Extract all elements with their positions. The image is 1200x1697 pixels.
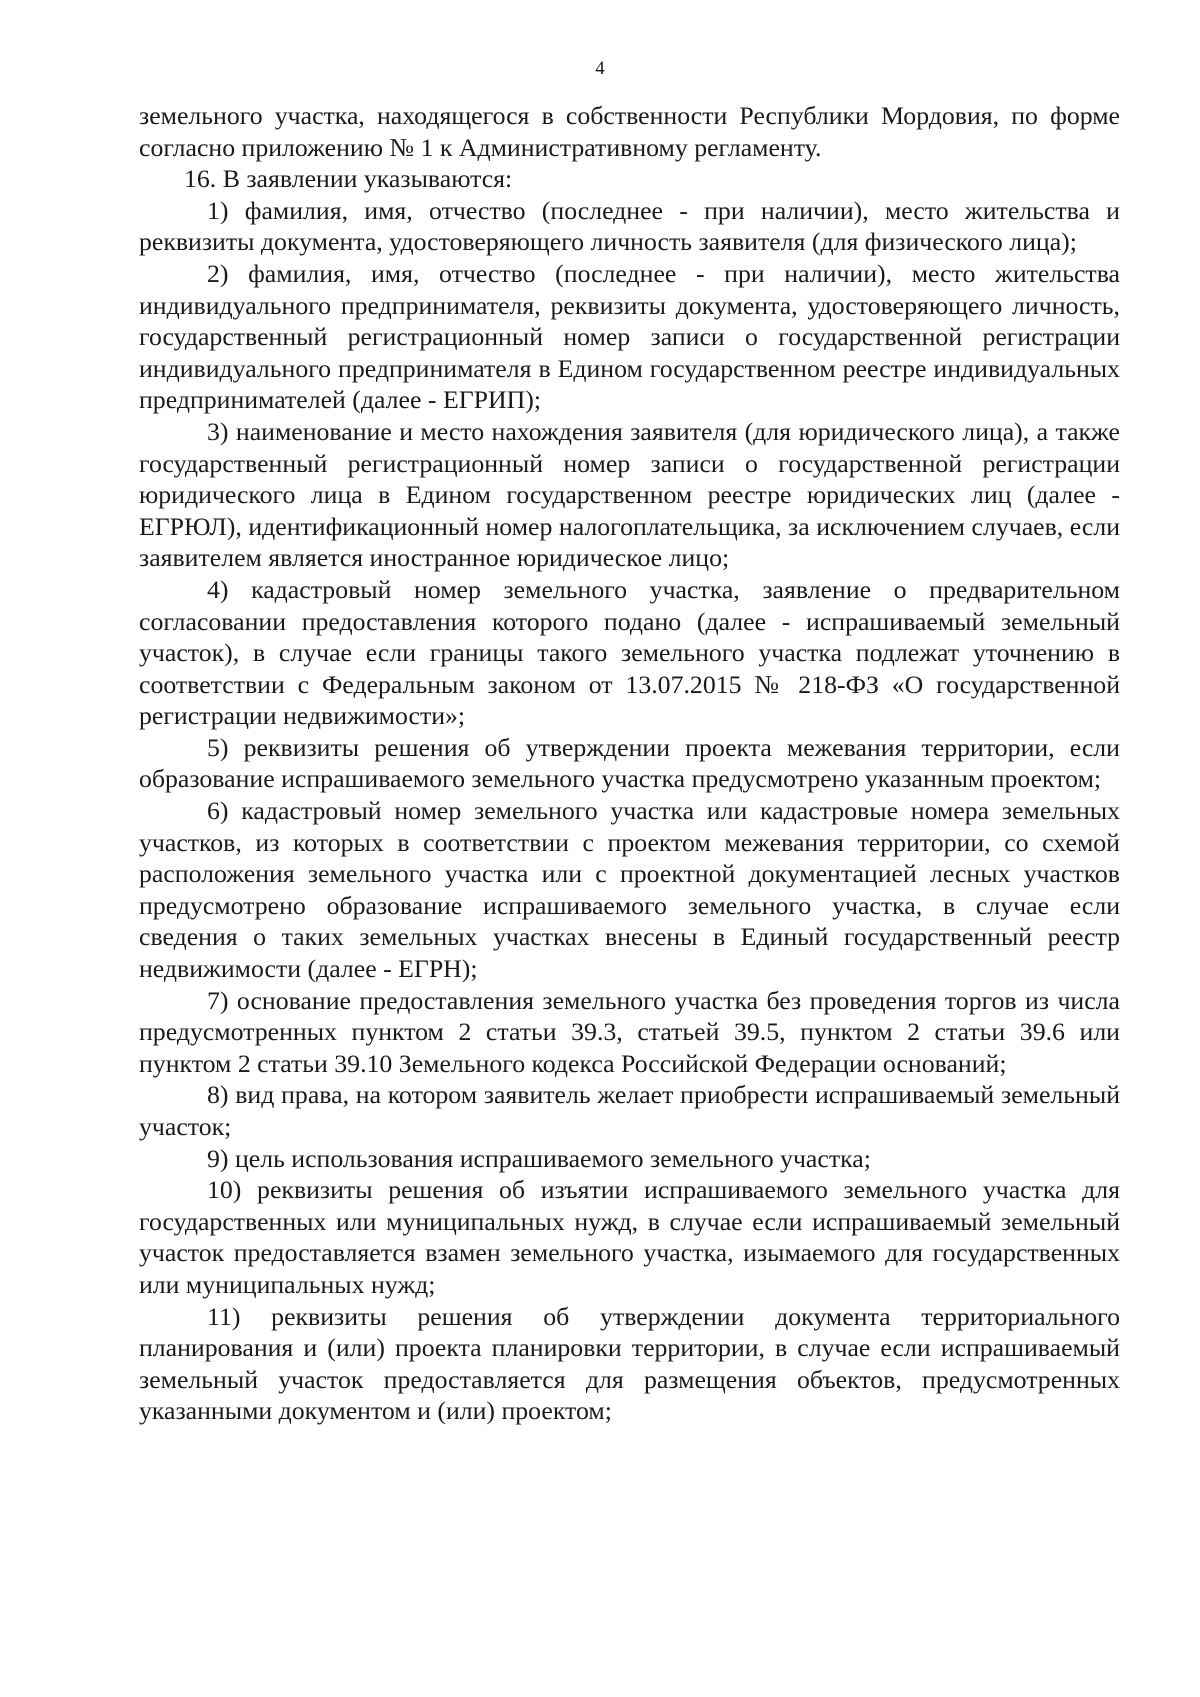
list-item-8: 8) вид права, на котором заявитель желает приобрести испрашиваемый земельный участок; xyxy=(139,1080,1120,1141)
page-number: 4 xyxy=(595,58,605,79)
document-body xyxy=(139,100,1120,1427)
list-item-9: 9) цель использования испрашиваемого земельного участка; xyxy=(207,1143,871,1173)
list-item-7: 7) основание предоставления земельного участка без проведения торгов из числа предусмотренных пунктом 2 статьи 39.3, статьей 39.5, пунктом 2 статьи 39.6 или пунктом 2 статьи 39.10 Земельного кодекса Российской Федерации оснований; xyxy=(139,985,1120,1078)
list-item-3: 3) наименование и место нахождения заявителя (для юридического лица), а также государственный регистрационный номер записи о государственной регистрации юридического лица в Едином государственном реестре юридических лиц (далее - ЕГРЮЛ), идентификационный номер налогоплательщика, за исключением случаев, если заявителем является иностранное юридическое лицо; xyxy=(139,416,1120,573)
list-item-2: 2) фамилия, имя, отчество (последнее - при наличии), место жительства индивидуального предпринимателя, реквизиты документа, удостоверяющего личность, государственный регистрационный номер записи о государственной регистрации индивидуального предпринимателя в Едином государственном реестре индивидуальных предпринимателей (далее - ЕГРИП); xyxy=(139,258,1120,415)
continuation-paragraph: земельного участка, находящегося в собственности Республики Мордовия, по форме согласно приложению № 1 к Административному регламенту. xyxy=(139,101,1120,162)
list-item-6: 6) кадастровый номер земельного участка или кадастровые номера земельных участков, из которых в соответствии с проектом межевания территории, со схемой расположения земельного участка или с проектной документацией лесных участков предусмотрено образование испрашиваемого земельного участка, в случае если сведения о таких земельных участках внесены в Единый государственный реестр недвижимости (далее - ЕГРН); xyxy=(139,796,1120,984)
list-item-1: 1) фамилия, имя, отчество (последнее - при наличии), место жительства и реквизиты документа, удостоверяющего личность заявителя (для физического лица); xyxy=(139,195,1120,257)
list-item-10: 10) реквизиты решения об изъятии испрашиваемого земельного участка для государственных или муниципальных нужд, в случае если испрашиваемый земельный участок предоставляется взамен земельного участка, изымаемого для государственных или муниципальных нужд; xyxy=(139,1175,1120,1299)
list-item-11: 11) реквизиты решения об утверждении документа территориального планирования и (или) проекта планировки территории, в случае если испрашиваемый земельный участок предоставляется для размещения объектов, предусмотренных указанными документом и (или) проектом; xyxy=(139,1301,1120,1426)
list-item-4: 4) кадастровый номер земельного участка, заявление о предварительном согласовании предоставления которого подано (далее - испрашиваемый земельный участок), в случае если границы такого земельного участка подлежат уточнению в соответствии с Федеральным законом от 13.07.2015 № 218-ФЗ «О государственной регистрации недвижимости»; xyxy=(139,574,1120,731)
list-item-5: 5) реквизиты решения об утверждении проекта межевания территории, если образование испрашиваемого земельного участка предусмотрено указанным проектом; xyxy=(139,732,1120,794)
section-heading-16: 16. В заявлении указываются: xyxy=(184,164,513,194)
